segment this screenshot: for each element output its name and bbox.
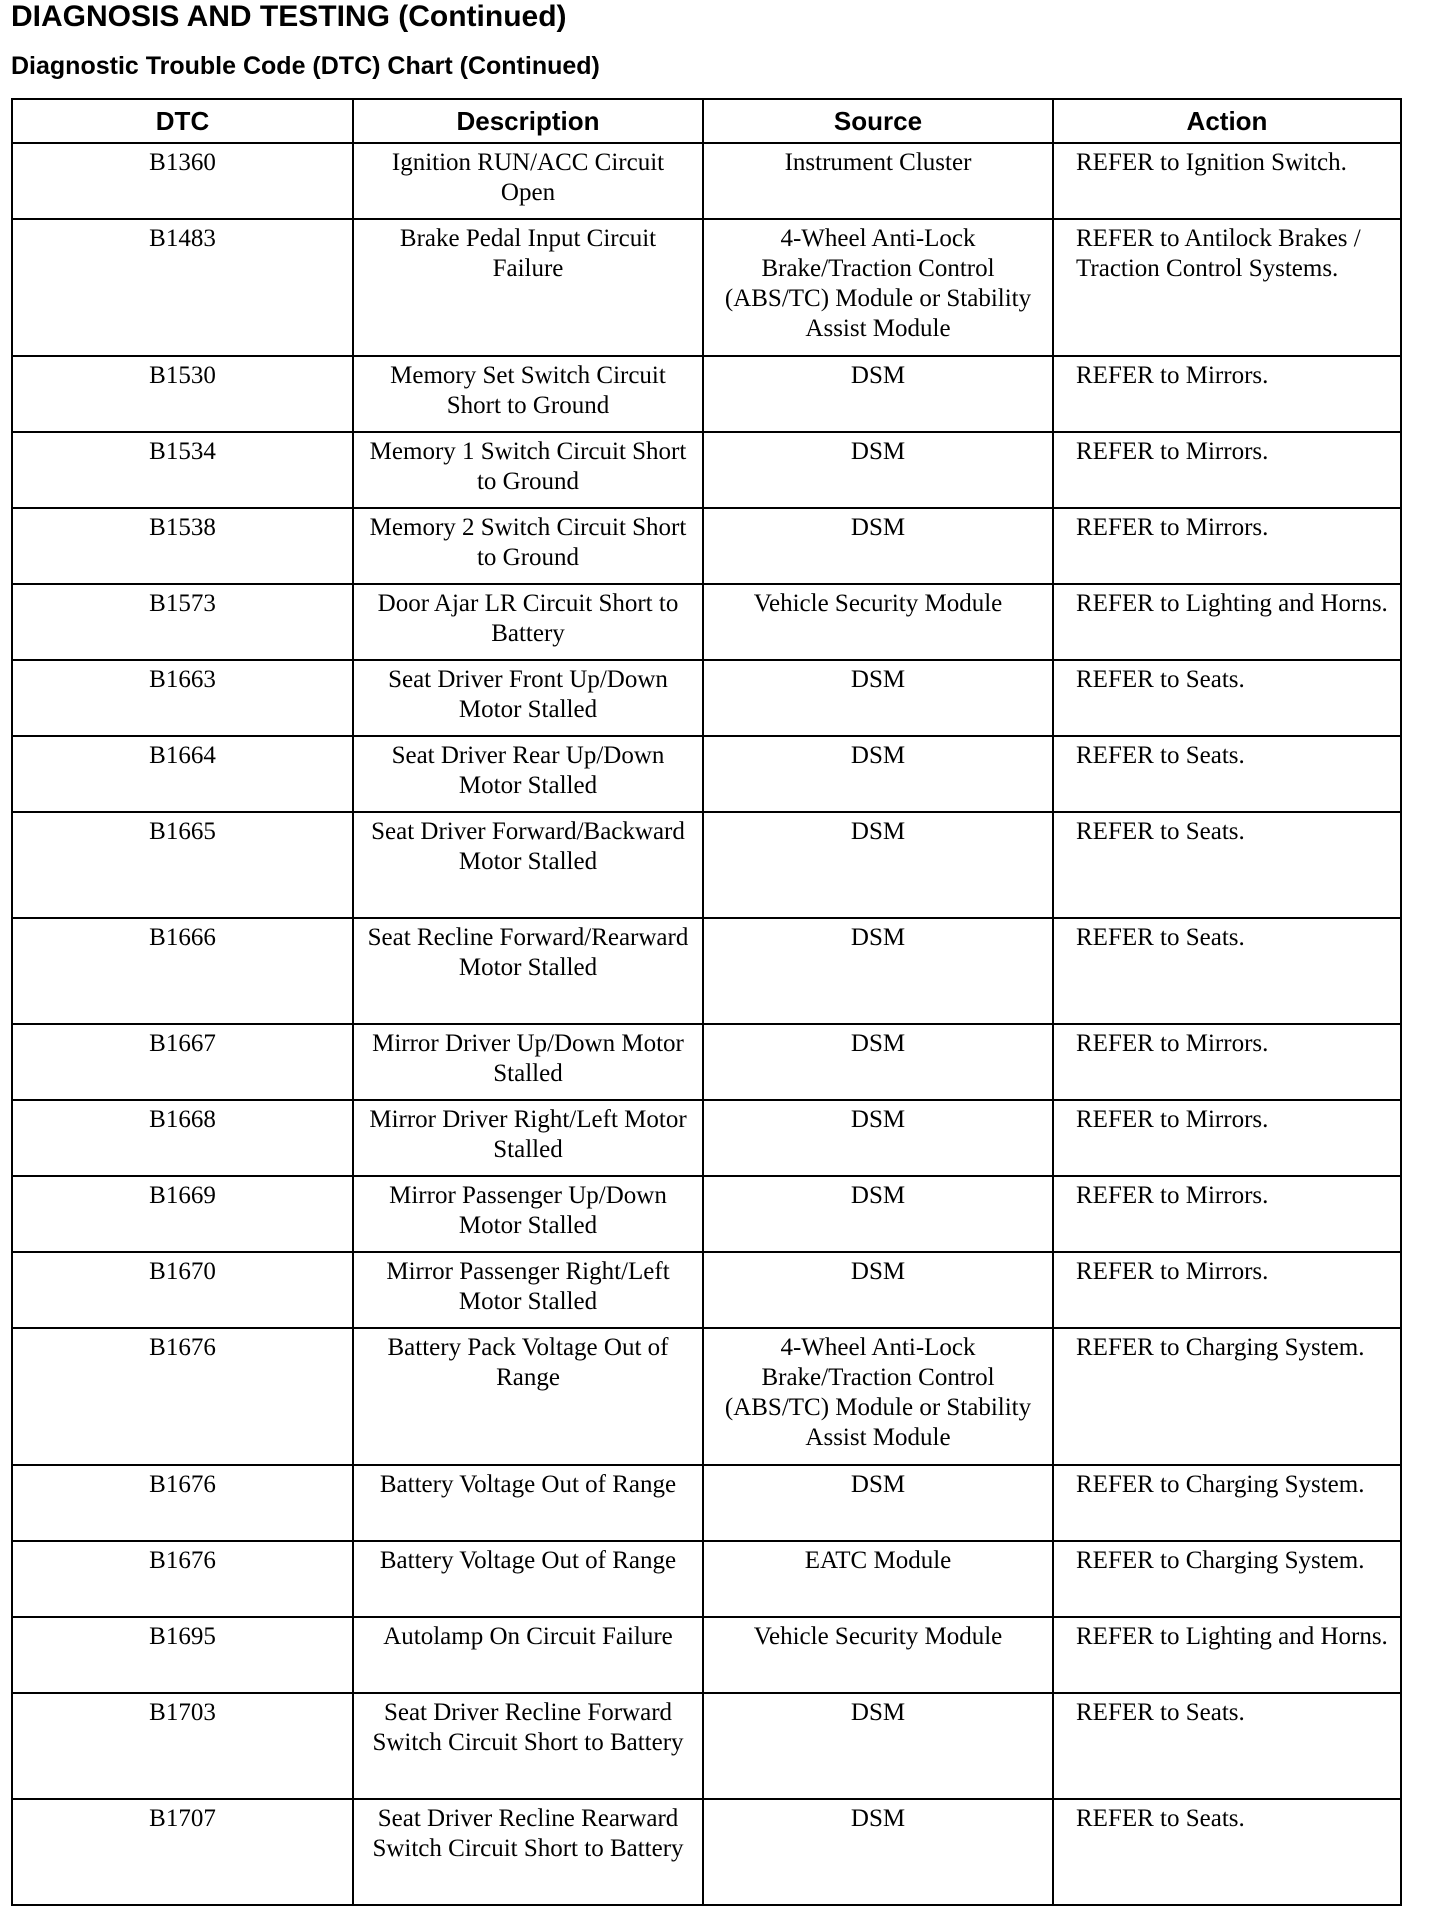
dtc-code-cell: B1665 xyxy=(12,812,353,918)
source-cell: Vehicle Security Module xyxy=(703,584,1053,660)
page-title: DIAGNOSIS AND TESTING (Continued) xyxy=(11,0,567,33)
description-cell: Seat Driver Forward/Backward Motor Stalled xyxy=(353,812,703,918)
action-cell: REFER to Seats. xyxy=(1053,660,1401,736)
table-row xyxy=(12,219,1401,356)
source-cell: EATC Module xyxy=(703,1541,1053,1617)
source-cell: 4-Wheel Anti-Lock Brake/Traction Control (ABS/TC) Module or Stability Assist Module xyxy=(703,219,1053,356)
source-cell: DSM xyxy=(703,918,1053,1024)
source-cell: DSM xyxy=(703,432,1053,508)
action-cell: REFER to Lighting and Horns. xyxy=(1053,1617,1401,1693)
action-cell: REFER to Charging System. xyxy=(1053,1465,1401,1541)
description-cell: Mirror Driver Up/Down Motor Stalled xyxy=(353,1024,703,1100)
dtc-code-cell: B1676 xyxy=(12,1541,353,1617)
action-cell: REFER to Ignition Switch. xyxy=(1053,143,1401,219)
action-cell: REFER to Mirrors. xyxy=(1053,356,1401,432)
dtc-code-cell: B1695 xyxy=(12,1617,353,1693)
dtc-code-cell: B1483 xyxy=(12,219,353,356)
description-cell: Mirror Passenger Up/Down Motor Stalled xyxy=(353,1176,703,1252)
source-cell: DSM xyxy=(703,1465,1053,1541)
column-header-source: Source xyxy=(703,99,1053,143)
table-header-row xyxy=(12,99,1401,143)
action-cell: REFER to Seats. xyxy=(1053,1693,1401,1799)
description-cell: Mirror Passenger Right/Left Motor Stalled xyxy=(353,1252,703,1328)
source-cell: DSM xyxy=(703,1799,1053,1905)
action-cell: REFER to Antilock Brakes / Traction Control Systems. xyxy=(1053,219,1401,356)
source-cell: DSM xyxy=(703,1024,1053,1100)
table-row xyxy=(12,1541,1401,1617)
table-row xyxy=(12,508,1401,584)
table-row xyxy=(12,356,1401,432)
description-cell: Door Ajar LR Circuit Short to Battery xyxy=(353,584,703,660)
action-cell: REFER to Mirrors. xyxy=(1053,1100,1401,1176)
table-row xyxy=(12,1328,1401,1465)
table-row xyxy=(12,1252,1401,1328)
table-row xyxy=(12,812,1401,918)
action-cell: REFER to Seats. xyxy=(1053,812,1401,918)
dtc-code-cell: B1668 xyxy=(12,1100,353,1176)
table-row xyxy=(12,918,1401,1024)
dtc-code-cell: B1670 xyxy=(12,1252,353,1328)
action-cell: REFER to Mirrors. xyxy=(1053,432,1401,508)
dtc-code-cell: B1667 xyxy=(12,1024,353,1100)
description-cell: Seat Recline Forward/Rearward Motor Stalled xyxy=(353,918,703,1024)
source-cell: DSM xyxy=(703,508,1053,584)
action-cell: REFER to Seats. xyxy=(1053,736,1401,812)
table-row xyxy=(12,1024,1401,1100)
dtc-code-cell: B1360 xyxy=(12,143,353,219)
dtc-code-cell: B1676 xyxy=(12,1328,353,1465)
dtc-code-cell: B1534 xyxy=(12,432,353,508)
dtc-code-cell: B1703 xyxy=(12,1693,353,1799)
column-header-action: Action xyxy=(1053,99,1401,143)
source-cell: DSM xyxy=(703,736,1053,812)
description-cell: Brake Pedal Input Circuit Failure xyxy=(353,219,703,356)
table-row xyxy=(12,1693,1401,1799)
source-cell: DSM xyxy=(703,1100,1053,1176)
description-cell: Seat Driver Recline Forward Switch Circuit Short to Battery xyxy=(353,1693,703,1799)
column-header-description: Description xyxy=(353,99,703,143)
dtc-code-cell: B1676 xyxy=(12,1465,353,1541)
table-row xyxy=(12,1100,1401,1176)
column-header-dtc: DTC xyxy=(12,99,353,143)
source-cell: DSM xyxy=(703,1176,1053,1252)
table-row xyxy=(12,143,1401,219)
dtc-code-cell: B1663 xyxy=(12,660,353,736)
description-cell: Mirror Driver Right/Left Motor Stalled xyxy=(353,1100,703,1176)
table-row xyxy=(12,1465,1401,1541)
source-cell: DSM xyxy=(703,1252,1053,1328)
action-cell: REFER to Mirrors. xyxy=(1053,1176,1401,1252)
description-cell: Battery Pack Voltage Out of Range xyxy=(353,1328,703,1465)
dtc-code-cell: B1573 xyxy=(12,584,353,660)
description-cell: Autolamp On Circuit Failure xyxy=(353,1617,703,1693)
action-cell: REFER to Mirrors. xyxy=(1053,1252,1401,1328)
description-cell: Memory Set Switch Circuit Short to Ground xyxy=(353,356,703,432)
action-cell: REFER to Lighting and Horns. xyxy=(1053,584,1401,660)
description-cell: Seat Driver Front Up/Down Motor Stalled xyxy=(353,660,703,736)
source-cell: Instrument Cluster xyxy=(703,143,1053,219)
source-cell: DSM xyxy=(703,356,1053,432)
dtc-code-cell: B1666 xyxy=(12,918,353,1024)
dtc-code-cell: B1669 xyxy=(12,1176,353,1252)
dtc-chart-table xyxy=(11,98,1402,1906)
description-cell: Battery Voltage Out of Range xyxy=(353,1465,703,1541)
action-cell: REFER to Seats. xyxy=(1053,1799,1401,1905)
description-cell: Battery Voltage Out of Range xyxy=(353,1541,703,1617)
table-row xyxy=(12,584,1401,660)
source-cell: DSM xyxy=(703,812,1053,918)
source-cell: Vehicle Security Module xyxy=(703,1617,1053,1693)
action-cell: REFER to Charging System. xyxy=(1053,1541,1401,1617)
description-cell: Seat Driver Rear Up/Down Motor Stalled xyxy=(353,736,703,812)
source-cell: DSM xyxy=(703,1693,1053,1799)
source-cell: 4-Wheel Anti-Lock Brake/Traction Control (ABS/TC) Module or Stability Assist Module xyxy=(703,1328,1053,1465)
action-cell: REFER to Mirrors. xyxy=(1053,508,1401,584)
table-row xyxy=(12,1176,1401,1252)
description-cell: Seat Driver Recline Rearward Switch Circuit Short to Battery xyxy=(353,1799,703,1905)
dtc-code-cell: B1664 xyxy=(12,736,353,812)
action-cell: REFER to Mirrors. xyxy=(1053,1024,1401,1100)
dtc-code-cell: B1707 xyxy=(12,1799,353,1905)
action-cell: REFER to Charging System. xyxy=(1053,1328,1401,1465)
description-cell: Ignition RUN/ACC Circuit Open xyxy=(353,143,703,219)
table-row xyxy=(12,660,1401,736)
description-cell: Memory 1 Switch Circuit Short to Ground xyxy=(353,432,703,508)
table-row xyxy=(12,1799,1401,1905)
table-row xyxy=(12,432,1401,508)
action-cell: REFER to Seats. xyxy=(1053,918,1401,1024)
dtc-code-cell: B1530 xyxy=(12,356,353,432)
dtc-code-cell: B1538 xyxy=(12,508,353,584)
table-row xyxy=(12,736,1401,812)
description-cell: Memory 2 Switch Circuit Short to Ground xyxy=(353,508,703,584)
chart-subtitle: Diagnostic Trouble Code (DTC) Chart (Continued) xyxy=(11,52,600,80)
table-row xyxy=(12,1617,1401,1693)
source-cell: DSM xyxy=(703,660,1053,736)
